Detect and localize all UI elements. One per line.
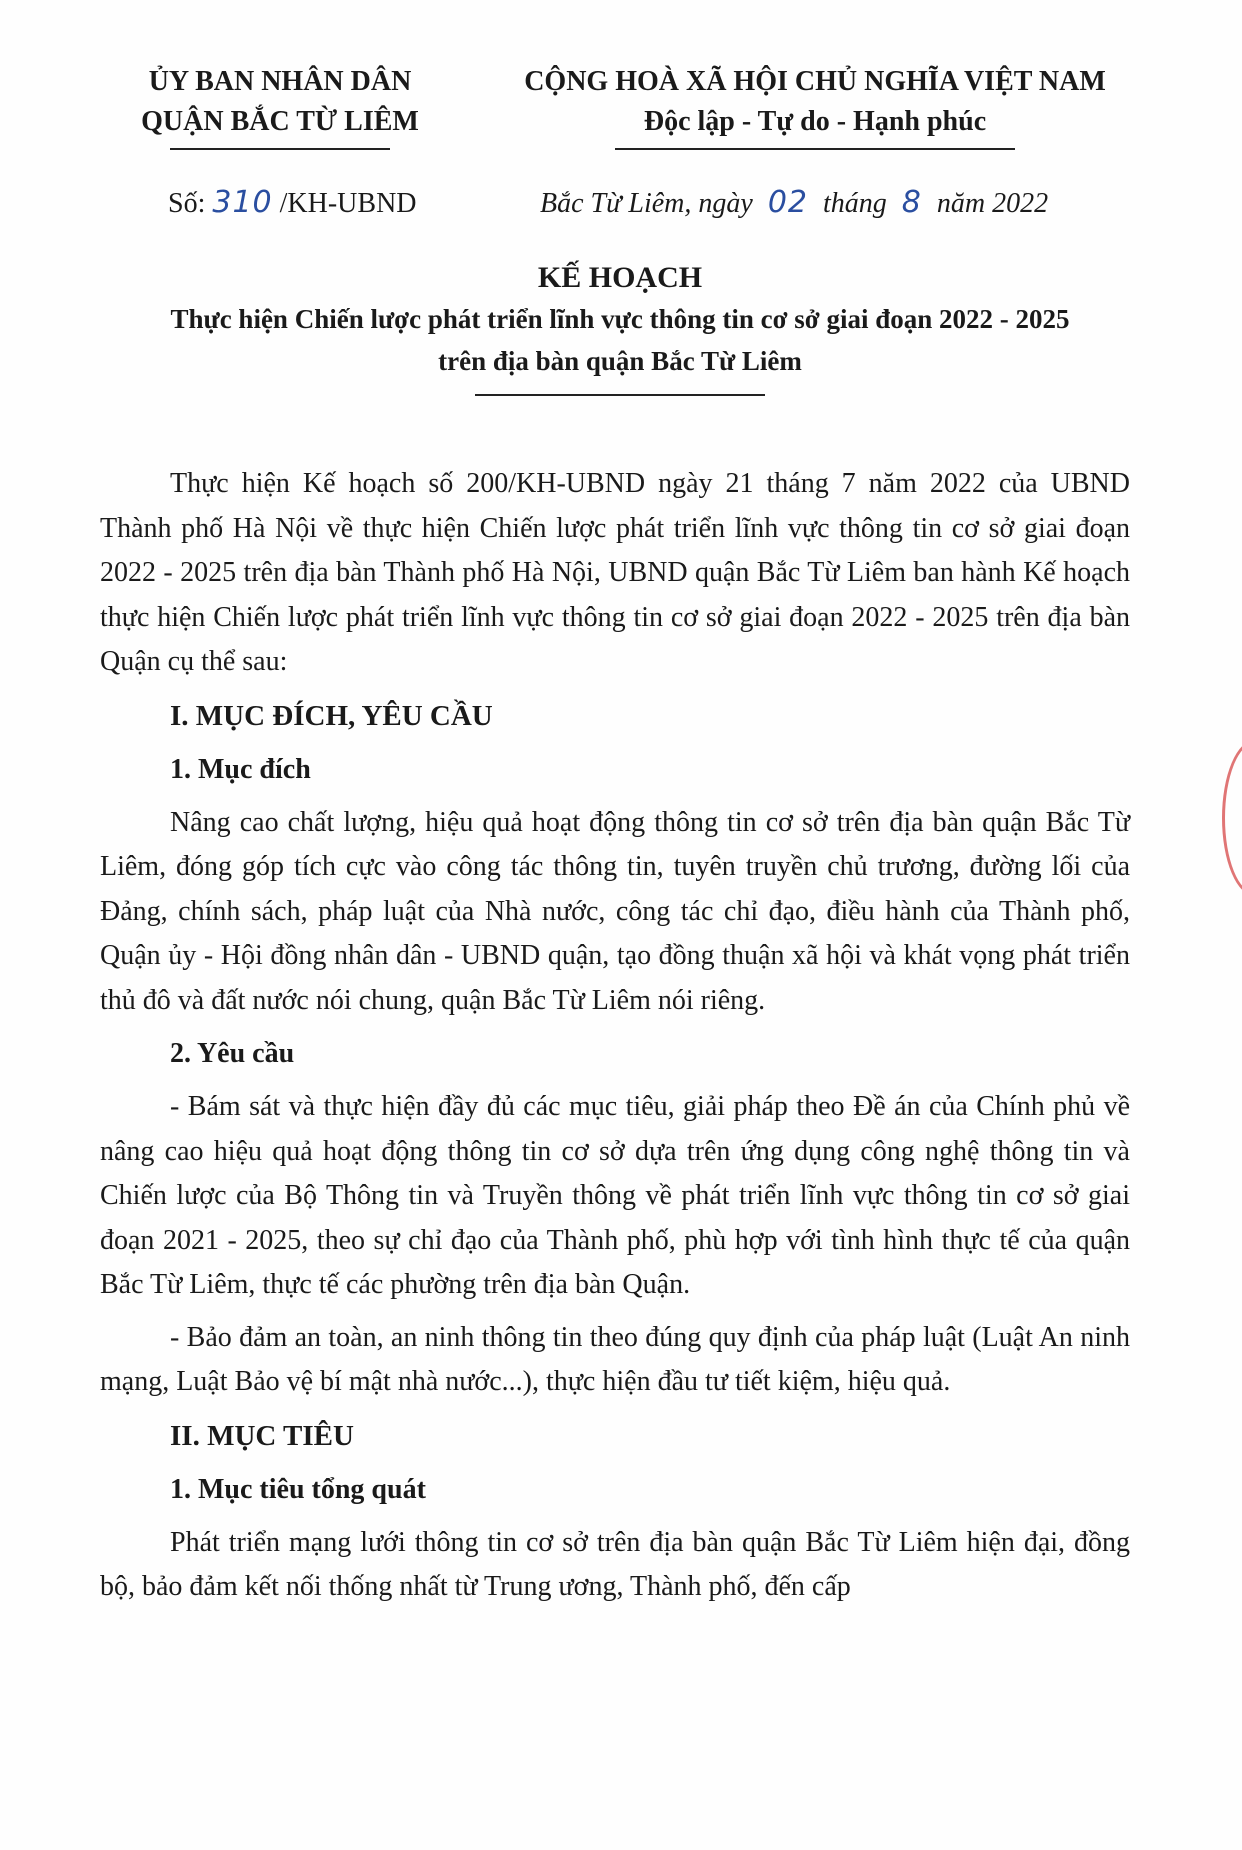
section-1-2-paragraph-1: - Bám sát và thực hiện đầy đủ các mục tiêu, giải pháp theo Đề án của Chính phủ về nâng cao hiệu quả hoạt động thông tin cơ sở dựa trên ứng dụng công nghệ thông tin và Chiến lược của Bộ Thông tin và Truyền thông về phát triển lĩnh vực thông tin cơ sở giai đoạn 2021 - 2025, theo sự chỉ đạo của Thành phố, phù hợp với tình hình thực tế của quận Bắc Từ Liêm, thực tế các phường trên địa bàn Quận. — [100, 1091, 1130, 1300]
national-name: CỘNG HOÀ XÃ HỘI CHỦ NGHĨA VIỆT NAM — [524, 66, 1106, 97]
section-2-1-heading: 1. Mục tiêu tổng quát — [170, 1473, 426, 1505]
title-sub-1: Thực hiện Chiến lược phát triển lĩnh vực thông tin cơ sở giai đoạn 2022 - 2025 — [170, 304, 1070, 334]
authority-line-1: ỦY BAN NHÂN DÂN — [148, 66, 412, 97]
date-month-label: tháng — [823, 188, 887, 219]
national-title — [480, 62, 1150, 150]
section-2-1-paragraph: Phát triển mạng lưới thông tin cơ sở trên địa bàn quận Bắc Từ Liêm hiện đại, đồng bộ, bảo đảm kết nối thống nhất từ Trung ương, Thành phố, đến cấp — [100, 1526, 1130, 1602]
section-1-1-heading: 1. Mục đích — [170, 753, 311, 785]
document-date — [540, 185, 1048, 220]
section-1-2-paragraph-2: - Bảo đảm an toàn, an ninh thông tin theo đúng quy định của pháp luật (Luật An ninh mạng, Luật Bảo vệ bí mật nhà nước...), thực hiện đầu tư tiết kiệm, hiệu quả. — [100, 1321, 1130, 1397]
intro-paragraph: Thực hiện Kế hoạch số 200/KH-UBND ngày 21 tháng 7 năm 2022 của UBND Thành phố Hà Nội về thực hiện Chiến lược phát triển lĩnh vực thông tin cơ sở giai đoạn 2022 - 2025 trên địa bàn Thành phố Hà Nội, UBND quận Bắc Từ Liêm ban hành Kế hoạch thực hiện Chiến lược phát triển lĩnh vực thông tin cơ sở giai đoạn 2022 - 2025 trên địa bàn Quận cụ thể sau: — [100, 468, 1130, 677]
red-seal-edge — [1222, 740, 1242, 896]
issuing-authority — [110, 62, 450, 150]
title-sub-2: trên địa bàn quận Bắc Từ Liêm — [438, 346, 802, 376]
authority-line-2: QUẬN BẮC TỪ LIÊM — [141, 106, 419, 137]
number-value: 310 — [212, 185, 273, 220]
authority-underline — [170, 148, 390, 150]
date-day: 02 — [767, 185, 808, 220]
section-1-1-paragraph: Nâng cao chất lượng, hiệu quả hoạt động thông tin cơ sở trên địa bàn quận Bắc Từ Liêm, đóng góp tích cực vào công tác thông tin, tuyên truyền chủ trương, đường lối của Đảng, chính sách, pháp luật của Nhà nước, công tác chỉ đạo, điều hành của Thành phố, Quận ủy - Hội đồng nhân dân - UBND quận, tạo đồng thuận xã hội và khát vọng phát triển thủ đô và đất nước nói chung, quận Bắc Từ Liêm nói riêng. — [100, 806, 1130, 1016]
motto-underline — [615, 148, 1015, 150]
section-1-2-heading: 2. Yêu cầu — [170, 1038, 295, 1069]
number-suffix: /KH-UBND — [279, 188, 417, 219]
title-main: KẾ HOẠCH — [537, 261, 703, 294]
title-underline — [475, 394, 765, 396]
date-month: 8 — [901, 185, 922, 220]
national-motto: Độc lập - Tự do - Hạnh phúc — [643, 106, 987, 137]
date-place: Bắc Từ Liêm, ngày — [540, 188, 753, 219]
date-year: năm 2022 — [936, 188, 1049, 219]
number-prefix: Số: — [168, 188, 206, 219]
section-1-heading: I. MỤC ĐÍCH, YÊU CẦU — [170, 699, 493, 732]
document-body — [100, 462, 1130, 1618]
section-2-heading: II. MỤC TIÊU — [170, 1419, 354, 1452]
document-title — [100, 258, 1140, 396]
document-number — [168, 185, 417, 220]
